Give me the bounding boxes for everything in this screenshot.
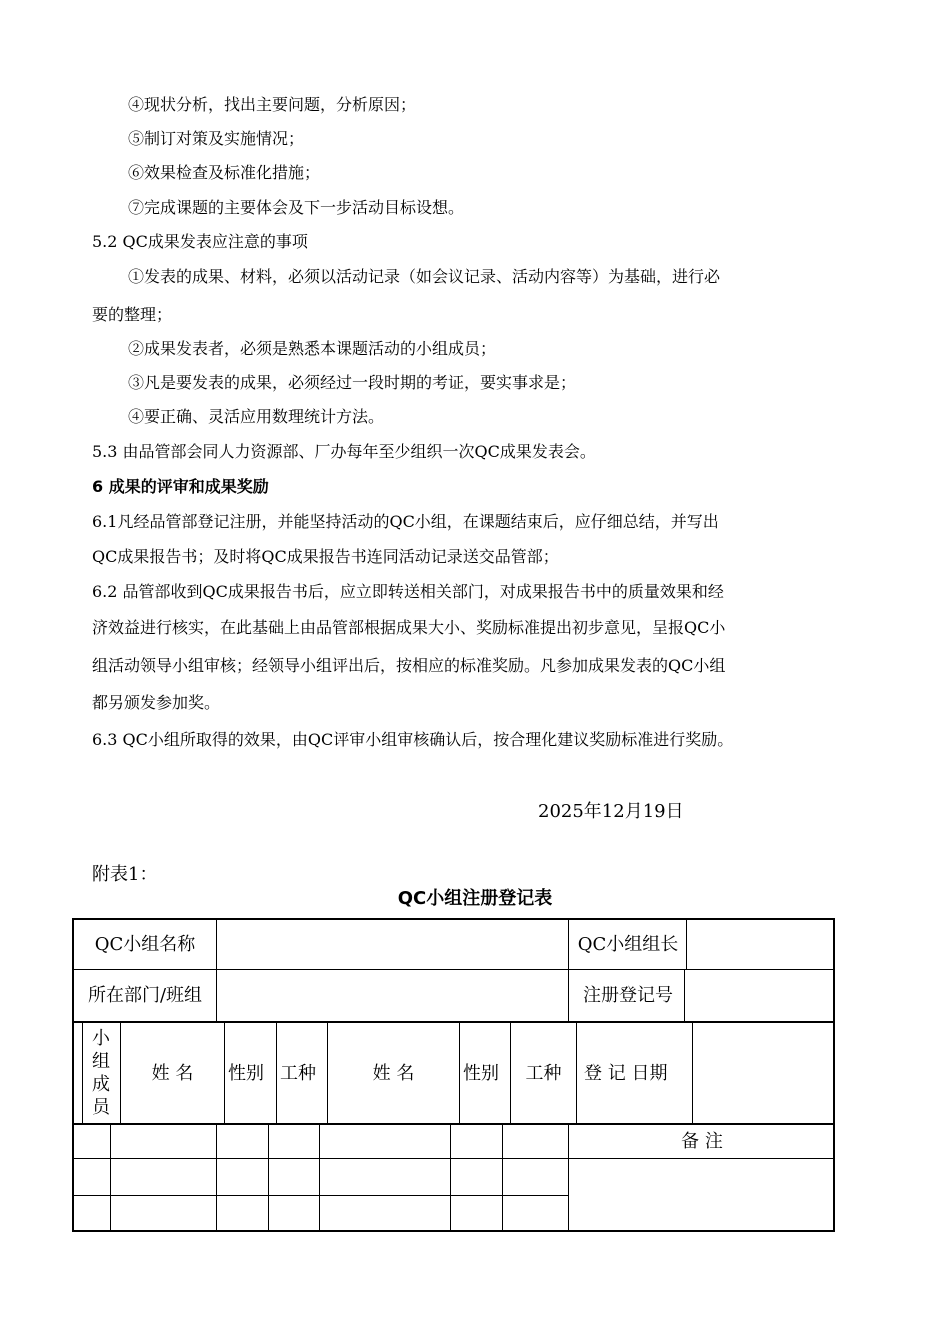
divider	[82, 1021, 83, 1123]
remarks-label: 备 注	[681, 1131, 723, 1152]
paragraph-6-1: QC成果报告书；及时将QC成果报告书连同活动记录送交品管部；	[92, 547, 559, 566]
attachment-label: 附表1：	[92, 864, 158, 885]
registration-number-label: 注册登记号	[583, 985, 673, 1006]
column-header-trade: 工种	[280, 1062, 316, 1084]
list-item: ①发表的成果、材料，必须以活动记录（如会议记录、活动内容等）为基础，进行必	[128, 267, 721, 286]
department-label: 所在部门/班组	[87, 985, 203, 1006]
remarks-field[interactable]	[569, 1159, 833, 1230]
section-5-3: 5.3 由品管部会同人力资源部、厂办每年至少组织一次QC成果发表会。	[92, 442, 596, 461]
paragraph-6-2: 济效益进行核实，在此基础上由品管部根据成果大小、奖励标准提出初步意见，呈报QC小	[92, 618, 726, 637]
paragraph-6-2: 组活动领导小组审核；经领导小组评出后，按相应的标准奖励。凡参加成果发表的QC小组	[92, 656, 726, 675]
list-item: ⑥效果检查及标准化措施；	[128, 163, 321, 182]
divider	[224, 1021, 225, 1123]
divider	[459, 1021, 460, 1123]
divider	[568, 918, 569, 1021]
divider	[576, 1021, 577, 1123]
list-item: ③凡是要发表的成果，必须经过一段时期的考证，要实事求是；	[128, 373, 577, 392]
members-label: 小组成员	[92, 1028, 110, 1118]
column-header-gender-2: 性别	[463, 1062, 499, 1084]
paragraph-6-1: 6.1凡经品管部登记注册，并能坚持活动的QC小组，在课题结束后，应仔细总结，并写出	[92, 512, 719, 531]
paragraph-6-3: 6.3 QC小组所取得的效果，由QC评审小组审核确认后，按合理化建议奖励标准进行奖励。	[92, 730, 734, 749]
column-header-gender: 性别	[228, 1062, 264, 1084]
column-header-name-2: 姓 名	[372, 1062, 415, 1084]
group-name-field[interactable]	[216, 920, 568, 969]
paragraph-6-2: 都另颁发参加奖。	[92, 693, 221, 712]
divider	[216, 1123, 217, 1232]
column-header-name: 姓 名	[151, 1062, 194, 1084]
list-item: ②成果发表者，必须是熟悉本课题活动的小组成员；	[128, 339, 497, 358]
document-date: 2025年12月19日	[538, 801, 684, 822]
list-item-continuation: 要的整理；	[92, 305, 173, 324]
divider	[450, 1123, 451, 1232]
department-field[interactable]	[216, 970, 568, 1021]
column-header-trade-2: 工种	[525, 1062, 562, 1084]
list-item: ④要正确、灵活应用数理统计方法。	[128, 407, 385, 426]
divider	[276, 1021, 277, 1123]
group-name-label: QC小组名称	[94, 934, 196, 955]
column-header-registration-date: 登 记 日期	[584, 1062, 668, 1084]
divider	[110, 1123, 111, 1232]
divider	[72, 1195, 568, 1196]
divider	[268, 1123, 269, 1232]
list-item: ⑦完成课题的主要体会及下一步活动目标设想。	[128, 198, 465, 217]
registration-number-field[interactable]	[685, 970, 833, 1021]
form-title: QC小组注册登记表	[397, 888, 553, 909]
divider	[502, 1123, 503, 1232]
section-heading-6: 6 成果的评审和成果奖励	[92, 477, 269, 496]
list-item: ⑤制订对策及实施情况；	[128, 129, 305, 148]
paragraph-6-2: 6.2 品管部收到QC成果报告书后，应立即转送相关部门，对成果报告书中的质量效果和经	[92, 582, 724, 601]
header-blank-cell	[693, 1023, 833, 1123]
group-leader-field[interactable]	[687, 920, 833, 969]
list-item: ④现状分析，找出主要问题，分析原因；	[128, 95, 417, 114]
section-heading-5-2: 5.2 QC成果发表应注意的事项	[92, 232, 308, 251]
group-leader-label: QC小组组长	[577, 934, 679, 955]
divider	[319, 1123, 320, 1232]
